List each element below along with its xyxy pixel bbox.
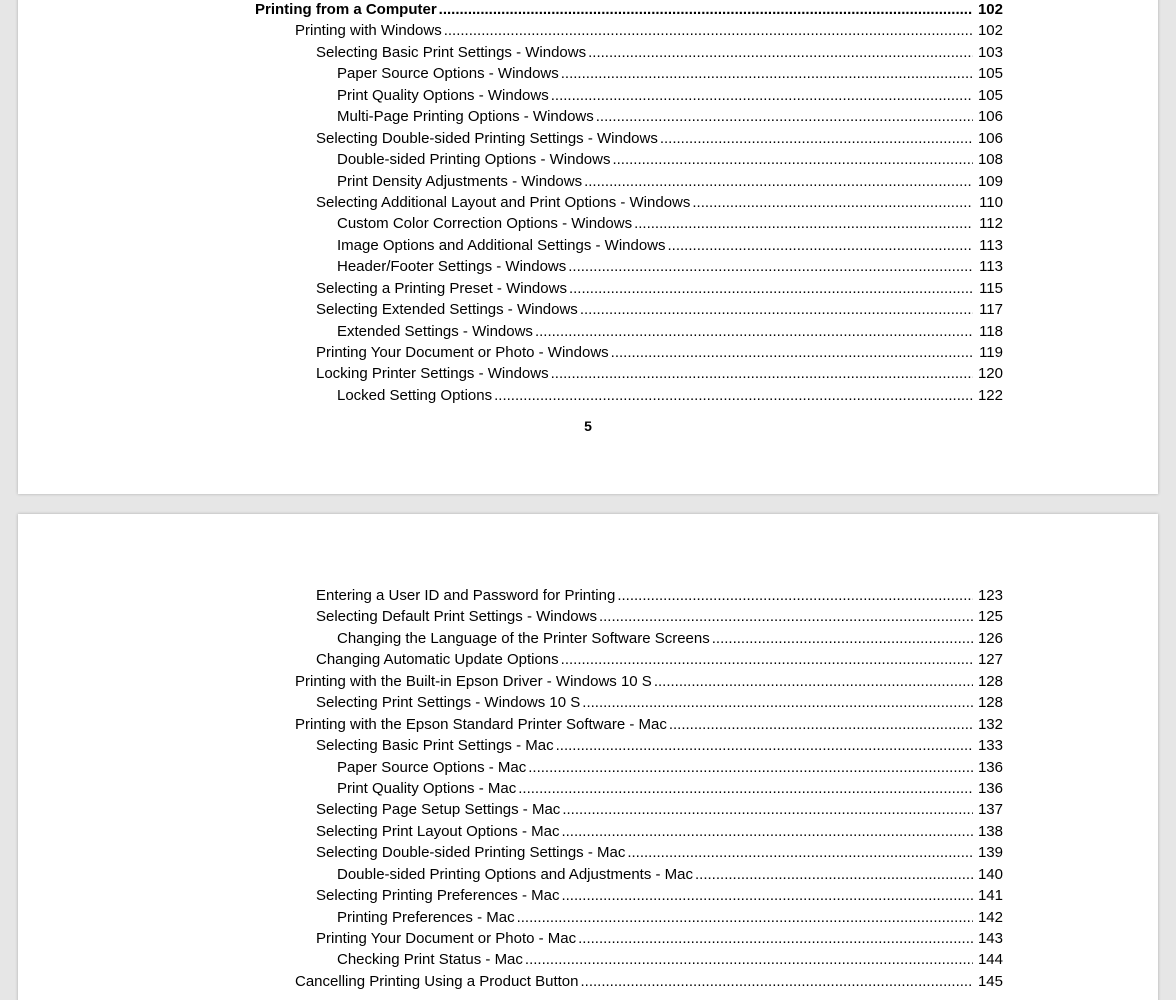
toc-entry-title[interactable]: Custom Color Correction Options - Windows [337, 215, 633, 233]
toc-entry[interactable] [18, 842, 1158, 863]
dot-leader [578, 928, 973, 949]
dot-leader [634, 213, 973, 234]
dot-leader [582, 692, 973, 713]
toc-entry-page-number[interactable]: 133 [977, 737, 1003, 755]
toc-entry[interactable] [18, 63, 1158, 84]
dot-leader [562, 799, 973, 820]
dot-leader [599, 606, 973, 627]
toc-entry-title[interactable]: Selecting Print Settings - Windows 10 S [316, 694, 581, 712]
toc-entry-page-number[interactable]: 143 [977, 930, 1003, 947]
toc-entry-page-number[interactable]: 136 [977, 779, 1003, 797]
dot-leader [551, 85, 973, 106]
dot-leader [695, 864, 973, 885]
toc-entry[interactable] [18, 671, 1158, 692]
toc-entry-page-number[interactable]: 102 [977, 1, 1003, 18]
toc-entry-title[interactable]: Printing Preferences - Mac [337, 908, 515, 926]
toc-entry-page-number[interactable]: 118 [979, 322, 1003, 340]
toc-entry-title[interactable]: Selecting Basic Print Settings - Windows [316, 43, 587, 61]
toc-entry-page-number[interactable]: 141 [977, 887, 1003, 905]
toc-entry[interactable] [18, 692, 1158, 713]
toc-entry[interactable] [18, 628, 1158, 649]
toc-entry[interactable] [18, 735, 1158, 756]
document-page [18, 0, 1158, 494]
toc-entry[interactable] [18, 864, 1158, 885]
dot-leader [654, 671, 973, 692]
dot-leader [556, 735, 973, 756]
toc-entry[interactable] [18, 192, 1158, 213]
toc-entry-page-number[interactable]: 110 [979, 193, 1003, 211]
toc-entry-title[interactable]: Double-sided Printing Options - Windows [337, 151, 611, 169]
dot-leader [517, 907, 973, 928]
toc-entry-title[interactable]: Printing from a Computer [255, 1, 437, 18]
toc-entry[interactable] [18, 949, 1158, 970]
toc-entry-title[interactable]: Printing Your Document or Photo - Mac [316, 930, 577, 947]
toc-entry-title[interactable]: Printing Your Document or Photo - Windows [316, 344, 609, 361]
dot-leader [712, 628, 973, 649]
toc-entry-page-number[interactable]: 128 [977, 672, 1003, 690]
toc-entry-title[interactable]: Changing the Language of the Printer Software Screens [337, 629, 710, 647]
dot-leader [528, 757, 973, 778]
toc-entry-title[interactable]: Header/Footer Settings - Windows [337, 258, 567, 276]
toc-entry-title[interactable]: Image Options and Additional Settings - Windows [337, 236, 666, 254]
toc-entry-title[interactable]: Selecting Default Print Settings - Windows [316, 608, 597, 626]
toc-entry-page-number[interactable]: 139 [977, 844, 1003, 862]
dot-leader [596, 106, 973, 127]
toc-entry-title[interactable]: Printing with the Built-in Epson Driver - Windows 10 S [295, 672, 652, 690]
toc-entry[interactable] [18, 907, 1158, 928]
toc-entry-page-number[interactable]: 142 [977, 908, 1003, 926]
toc-entry-page-number[interactable]: 113 [979, 236, 1003, 254]
toc-entry-page-number[interactable]: 105 [977, 65, 1003, 83]
toc-entry-page-number[interactable]: 105 [977, 86, 1003, 104]
dot-leader [588, 42, 973, 63]
toc-entry-title[interactable]: Changing Automatic Update Options [316, 651, 559, 669]
toc-entry[interactable] [18, 235, 1158, 256]
toc-entry-page-number[interactable]: 123 [977, 587, 1003, 604]
dot-leader [561, 821, 973, 842]
toc-entry[interactable] [18, 321, 1158, 342]
dot-leader [494, 385, 973, 406]
toc-entry-title[interactable]: Selecting Double-sided Printing Settings - Mac [316, 844, 626, 862]
toc-entry-page-number[interactable]: 103 [977, 43, 1003, 61]
toc-entry[interactable] [18, 342, 1158, 363]
toc-entry[interactable] [18, 778, 1158, 799]
dot-leader [525, 949, 973, 970]
dot-leader [617, 585, 973, 606]
toc-entry-page-number[interactable]: 132 [977, 715, 1003, 733]
toc-entry-title[interactable]: Selecting Double-sided Printing Settings - Windows [316, 129, 658, 147]
dot-leader [535, 321, 973, 342]
toc-entry-page-number[interactable]: 106 [977, 129, 1003, 147]
toc-entry[interactable] [18, 106, 1158, 127]
toc-entry-title[interactable]: Selecting Print Layout Options - Mac [316, 822, 560, 840]
dot-leader [668, 235, 973, 256]
toc-entry-title[interactable]: Paper Source Options - Windows [337, 65, 559, 83]
toc-entry-page-number[interactable]: 128 [977, 694, 1003, 712]
toc-entry-page-number[interactable]: 108 [977, 151, 1003, 169]
toc-entry-title[interactable]: Selecting Page Setup Settings - Mac [316, 801, 561, 819]
toc-entry-page-number[interactable]: 106 [977, 108, 1003, 126]
table-of-contents [18, 0, 1158, 406]
toc-entry-page-number[interactable]: 127 [977, 651, 1003, 669]
toc-entry-page-number[interactable]: 145 [977, 972, 1003, 990]
toc-entry-page-number[interactable]: 119 [979, 344, 1003, 361]
toc-entry-page-number[interactable]: 144 [977, 951, 1003, 969]
toc-entry[interactable] [18, 278, 1158, 299]
toc-entry-title[interactable]: Paper Source Options - Mac [337, 758, 527, 776]
toc-entry[interactable] [18, 0, 1158, 20]
toc-entry-title[interactable]: Cancelling Printing Using a Product Button [295, 972, 579, 990]
toc-entry-page-number[interactable]: 136 [977, 758, 1003, 776]
toc-entry[interactable] [18, 885, 1158, 906]
dot-leader [444, 20, 973, 41]
toc-entry-title[interactable]: Selecting a Printing Preset - Windows [316, 279, 567, 297]
toc-entry[interactable] [18, 363, 1158, 384]
toc-entry[interactable] [18, 20, 1158, 41]
toc-entry-title[interactable]: Multi-Page Printing Options - Windows [337, 108, 594, 126]
dot-leader [439, 0, 973, 20]
toc-entry-page-number[interactable]: 140 [977, 865, 1003, 883]
toc-entry[interactable] [18, 799, 1158, 820]
toc-entry-page-number[interactable]: 122 [977, 386, 1003, 404]
toc-entry[interactable] [18, 85, 1158, 106]
dot-leader [612, 149, 973, 170]
page-number-footer: 5 [584, 418, 592, 434]
toc-entry-page-number[interactable]: 120 [977, 365, 1003, 383]
document-page [18, 514, 1158, 1000]
toc-entry[interactable] [18, 649, 1158, 670]
toc-entry[interactable] [18, 149, 1158, 170]
dot-leader [561, 63, 973, 84]
toc-entry-title[interactable]: Selecting Additional Layout and Print Options - Windows [316, 193, 691, 211]
toc-entry-page-number[interactable]: 113 [979, 258, 1003, 276]
dot-leader [561, 649, 973, 670]
toc-entry-title[interactable]: Locking Printer Settings - Windows [316, 365, 549, 383]
toc-entry-title[interactable]: Selecting Extended Settings - Windows [316, 301, 578, 319]
toc-entry-title[interactable]: Locked Setting Options [337, 386, 493, 404]
toc-entry-page-number[interactable]: 137 [977, 801, 1003, 819]
toc-entry-page-number[interactable]: 138 [977, 822, 1003, 840]
dot-leader [568, 256, 973, 277]
dot-leader [660, 128, 973, 149]
toc-entry[interactable] [18, 606, 1158, 627]
dot-leader [580, 299, 973, 320]
dot-leader [551, 363, 973, 384]
toc-entry-title[interactable]: Selecting Printing Preferences - Mac [316, 887, 560, 905]
dot-leader [627, 842, 973, 863]
toc-entry-title[interactable]: Printing with the Epson Standard Printer Software - Mac [295, 715, 667, 733]
toc-entry[interactable] [18, 42, 1158, 63]
dot-leader [569, 278, 973, 299]
toc-entry-title[interactable]: Print Quality Options - Mac [337, 779, 517, 797]
toc-entry[interactable] [18, 128, 1158, 149]
toc-entry-page-number[interactable]: 115 [979, 279, 1003, 297]
toc-entry-page-number[interactable]: 112 [979, 215, 1003, 233]
dot-leader [584, 171, 973, 192]
toc-entry[interactable] [18, 299, 1158, 320]
toc-entry-page-number[interactable]: 102 [977, 22, 1003, 40]
toc-entry-title[interactable]: Extended Settings - Windows [337, 322, 533, 340]
toc-entry[interactable] [18, 757, 1158, 778]
toc-entry[interactable] [18, 585, 1158, 606]
toc-entry-page-number[interactable]: 109 [977, 172, 1003, 190]
dot-leader [669, 714, 973, 735]
toc-entry[interactable] [18, 213, 1158, 234]
toc-entry-page-number[interactable]: 117 [979, 301, 1003, 319]
toc-entry-title[interactable]: Checking Print Status - Mac [337, 951, 523, 969]
toc-entry[interactable] [18, 928, 1158, 949]
toc-entry-title[interactable]: Double-sided Printing Options and Adjustments - Mac [337, 865, 694, 883]
toc-entry[interactable] [18, 971, 1158, 992]
toc-entry[interactable] [18, 714, 1158, 735]
dot-leader [692, 192, 973, 213]
table-of-contents [18, 585, 1158, 992]
toc-entry-page-number[interactable]: 125 [977, 608, 1003, 626]
toc-entry[interactable] [18, 171, 1158, 192]
toc-entry[interactable] [18, 385, 1158, 406]
toc-entry-title[interactable]: Print Quality Options - Windows [337, 86, 549, 104]
dot-leader [518, 778, 973, 799]
toc-entry[interactable] [18, 256, 1158, 277]
toc-entry-title[interactable]: Print Density Adjustments - Windows [337, 172, 583, 190]
dot-leader [611, 342, 973, 363]
toc-entry-title[interactable]: Entering a User ID and Password for Printing [316, 587, 616, 604]
toc-entry[interactable] [18, 821, 1158, 842]
toc-entry-title[interactable]: Printing with Windows [295, 22, 442, 40]
dot-leader [561, 885, 973, 906]
dot-leader [581, 971, 974, 992]
toc-entry-page-number[interactable]: 126 [977, 629, 1003, 647]
toc-entry-title[interactable]: Selecting Basic Print Settings - Mac [316, 737, 554, 755]
